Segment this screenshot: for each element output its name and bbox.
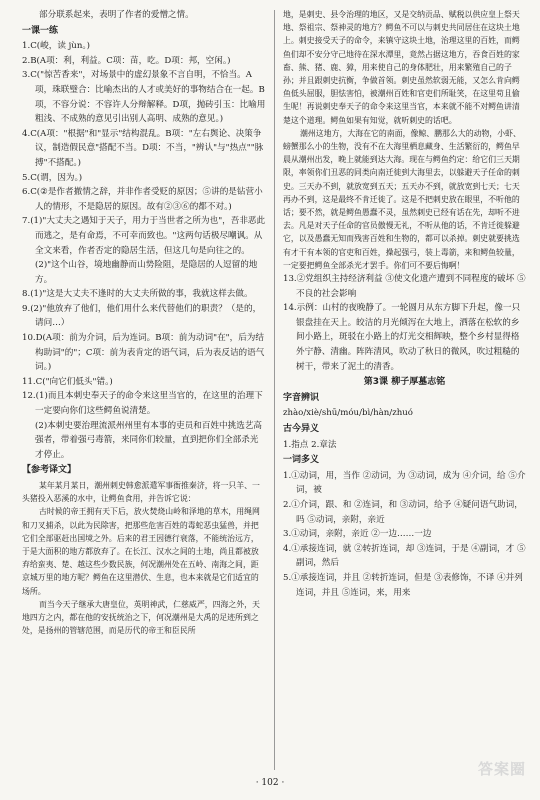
answer-1: 1.C(峻，读 jùn。) — [22, 41, 91, 52]
translation-paragraph: 地，是刺史、县令治理的地区，又是交纳贡品、赋税以供应皇上祭天地、祭祖宗、祭神灵的地方？鳄鱼不可以与刺史共同居住在这块土地上。刺史接受天子的命令，来镇守这块土地，治理这里的百姓，而鳄鱼们却不安分守己地待在深水潭里，竟然占据这地方，吞食百姓的家畜、熊、猪、鹿、獐，用来使自己的身体肥壮，用来繁殖自己的子孙；并且跟刺史抗衡，争做首领。刺史虽然软弱无能，又怎么肯向鳄鱼低头屈服，胆怯害怕，被潮州百姓和官吏们所耻笑，在这里苟且偷生呢！再说刺史奉天子的命令来这里当官，本来就不能不对鳄鱼讲清楚这个道理。鳄鱼如果有知觉，就听刺史的话吧。 — [283, 10, 520, 125]
intro-text: 部分联系起来，表明了作者的爱憎之情。 — [39, 10, 194, 20]
translation-paragraph: 潮州这地方，大海在它的南面，像鲸、鹏那么大的动物，小虾、螃蟹那么小的生物，没有不在大海里栖息藏身、生活繁衍的，鳄鱼早晨从潮州出发，晚上就能到达大海。现在与鳄鱼约定：给它们三天期限，率领你们丑恶的同类向南迁徙到大海里去，以躲避天子任命的刺史。三天办不到，就放宽到五天；五天办不到，就放宽到七天；七天再办不到，这是最终不肯迁徙了。这是不把刺史放在眼里，不听他的话；要不然，就是鳄鱼愚蠢不灵，虽然刺史已经有话在先，却听不进去。凡是对天子任命的官员傲慢无礼，不听从他的话，不肯迁徙躲避它，以及愚蠢无知而残害百姓和生物的，都可以杀掉。刺史就要挑选有才干有本领的官吏和百姓，操起强弓，装上毒箭，来和鳄鱼较量，一定要把鳄鱼全部杀光才罢手。你们可不要后悔啊！ — [283, 128, 521, 270]
answer-4: 4.C(A项："根据"和"显示"结构混乱。B项："左右舆论、决策争议，制造假民意"搭配不当。D项：不当，"辨认"与"热点""脉搏"不搭配。) — [22, 128, 264, 168]
answer-7-2: (2)"这个山谷，境地幽静而山势险阻，是隐居的人逗留的地方。 — [35, 260, 258, 285]
answer-12-2: (2)本刺史要治理流派州州里有本事的吏员和百姓中挑选艺高强者，带着强弓毒箭，来同你们较量，直到把你们全部杀光才停止。 — [35, 420, 263, 460]
polysemy-item: 5.①承接连词，并且 ②转折连词，但是 ③表修饰，不译 ④并列连词，并且 ⑤连词，来，用来 — [283, 572, 523, 598]
polysemy-item: 3.①动词，亲附，亲近 ②一边……一边 — [283, 529, 432, 540]
section-heading-polysemy: 一词多义 — [283, 455, 320, 466]
pronunciation-answer: zhào/xiè/shū/móu/bì/hàn/zhuó — [283, 408, 413, 419]
section-heading-ancient-modern: 古今异义 — [283, 424, 320, 434]
ancient-modern-answer: 1.指点 2.章法 — [283, 439, 337, 450]
left-column — [22, 8, 266, 637]
answer-8: 8.(1)"这是大丈夫不逢时的大丈夫所做的事，我就这样去做。 — [22, 289, 253, 300]
polysemy-item: 1.①动词，用，当作 ②动词，为 ③动词，成为 ④介词，给 ⑤介词，被 — [283, 470, 526, 496]
column-divider — [274, 10, 275, 770]
translation-paragraph: 某年某月某日，潮州刺史韩愈派遣军事衙推秦济，将一只羊、一头猪投入恶溪的水中，让鳄鱼食用，并告诉它说： — [22, 481, 260, 504]
translation-paragraph: 而当今天子继承大唐皇位，英明神武，仁慈威严，四海之外，天地四方之内，都在他的安抚统治之下，何况潮州是大禹的足迹所到之处，是扬州的管辖范围，而是历代的帝王和臣民所 — [22, 599, 260, 636]
lesson-title: 第3课 柳子厚墓志铭 — [363, 377, 446, 388]
answer-9: 9.(2)"他放弃了他们，他们用什么来代替他们的职责？（是的，请问…） — [22, 303, 262, 329]
watermark-logo: 答案圈 — [477, 760, 526, 778]
answer-2: 2.B(A项：利，利益。C项：苗，吃。D项：邦，空闲。) — [22, 55, 231, 66]
answer-3: 3.C("惊苦香来"，对场景中的虚幻景象不言自明，不恰当。A项，珠联璧合：比喻杰出的人才或美好的事物结合在一起。B项，不容分说：不容许人分辩解释。D项，抛砖引玉：比喻用粗浅、不成熟的意见引出别人高明、成熟的意见。) — [22, 70, 266, 125]
answer-11: 11.C("向它们低头"错。) — [22, 376, 113, 387]
answer-6: 6.C(②是作者撤情之辞，并非作者受贬的原因；⑤讲的是钻营小人的情形，不是隐居的原因。故有②③⑥的都不对。) — [22, 187, 263, 212]
answer-13: 13.②党组织主持经济利益 ③使文化遗产遭到不同程度的破坏 ⑤不良的社会影响 — [283, 274, 526, 299]
polysemy-item: 2.①介词，跟、和 ②连词，和 ③动词，给予 ④疑问语气助词，吗 ⑤动词，亲附，亲近 — [283, 499, 523, 525]
section-heading-practice: 一课一练 — [22, 25, 59, 36]
page-number: · 102 · — [255, 778, 285, 788]
right-column — [283, 8, 526, 600]
polysemy-item: 4.①承接连词，就 ②转折连词，却 ③连词，于是 ④副词，才 ⑤副词，然后 — [283, 543, 526, 569]
reference-translation-heading: 【参考译文】 — [22, 465, 77, 476]
answer-12-1: 12.(1)而且本刺史奉天子的命令来这里当官的，在这里的治理下一定要向你们这些鳄鱼说清楚。 — [22, 391, 263, 417]
answer-14: 14.示例：山村的夜晚静了。一轮圆月从东方脚下升起，像一只银盘挂在天上。皎洁的月光倾泻在大地上，洒落在松软的乡间小路上，斑驳在小路上的灯光交相辉映，整个乡村显得格外宁静、清幽。阵阵清风，吹动了秋日的微风，吹过粗糙的树干，带来了泥土的清香。 — [283, 303, 521, 372]
translation-paragraph: 古时候的帝王拥有天下后，放火焚烧山岭和泽地的草木，用绳网和刀叉捕杀，以此为民除害，把那些危害百姓的毒蛇恶虫猛兽，并把它们全部驱赶出国境之外。后来的君王因德行衰落，不能统治远方，于是大面积的地方都放弃了。在长江、汉水之间的土地，尚且都被放弃给蛮夷、楚、越这些少数民族，何况潮州处在五岭、南海之间，距京城万里的地方呢？鳄鱼在这里潜伏、生息，也本来就是它们适宜的场所。 — [22, 507, 260, 596]
answer-5: 5.C(谓，因为。) — [22, 172, 83, 183]
answer-7-1: 7.(1)"大丈夫之遇知于天子，用力于当世者之所为也"，吾非恶此而逃之，是有命焉，不可幸而致也。"这两句话极尽嘲讽。从全文来看，作者否定的隐居生活，但这几句是向往之的。 — [22, 216, 266, 256]
section-heading-pronunciation: 字音辨识 — [283, 392, 320, 403]
answer-10: 10.D(A项：前为介词，后为连词。B项：前为动词"在"，后为结构助词"的"；C项：前为表肯定的语气词，后为表反诘的语气词。) — [22, 333, 265, 373]
